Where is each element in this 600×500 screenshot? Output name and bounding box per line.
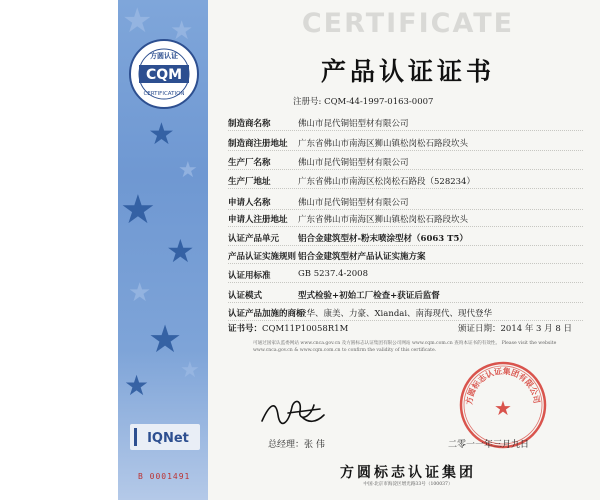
star-icon: ★ [128,278,152,308]
field-divider [228,130,583,131]
star-icon: ★ [178,158,198,183]
logo-ring-bottom: CERTIFICATION [143,91,185,97]
issuer-address: 中国·北京市海淀区增光路33号（100037） [363,482,453,487]
field-value: 铝合金建筑型材-粉末喷涂型材（6063 T5） [298,234,468,244]
decorative-star-band [118,0,208,500]
field-value: 佛山市昆代铜铝型材有限公司 [298,119,409,129]
cqm-logo-icon [128,38,200,110]
star-icon: ★ [180,358,200,383]
cert-no-value: CQM11P10058R1M [262,324,349,334]
field-divider [228,209,583,210]
field-label: 认证用标准 [228,271,271,281]
iqnet-text: IQNet [147,431,189,446]
certificate-watermark: CERTIFICATE [301,8,515,39]
field-divider [228,188,583,189]
star-icon: ★ [120,187,156,233]
field-divider [228,169,583,170]
star-icon: ★ [166,232,195,270]
field-divider [228,245,583,246]
certificate-sheet [118,0,600,500]
signature-icon [258,395,328,429]
field-value: 佛山市昆代铜铝型材有限公司 [298,158,409,168]
iqnet-logo-icon [130,424,200,450]
field-label: 生产厂名称 [228,158,271,168]
field-value: GB 5237.4-2008 [298,269,368,279]
issuer-name: 方圆标志认证集团 [340,465,476,481]
field-label: 认证产品单元 [228,234,280,244]
seal-text: 方圆标志认证集团有限公司 [464,366,542,406]
grant-date: 二零一一年三月九日 [448,440,530,450]
field-divider [228,282,583,283]
field-value: 型式检验+初始工厂检查+获证后监督 [298,291,440,301]
field-value: 广东省佛山市南海区狮山镇松岗松石路段坎头 [298,139,469,149]
field-divider [228,226,583,227]
registration-number: 注册号: CQM-44-1997-0163-0007 [293,97,434,107]
field-divider [228,302,583,303]
serial-number: B 0001491 [138,472,191,481]
star-icon: ★ [122,1,153,41]
issue-date: 颁证日期：2014 年 3 月 8 日 [458,324,572,334]
validity-note: 可通过国家认监委网站 www.cnca.gov.cn 及方圆标志认证集团有限公司网站 www.cqm.com.cn 查询本证书的有效性。 Please visit the website www.cnca.gov.cn & www.cqm.com.cn to confirm the validity of this certificate. [253,341,557,353]
page-title: 产品认证证书 [320,57,495,86]
field-value: 佛山市昆代铜铝型材有限公司 [298,198,409,208]
field-divider [228,263,583,264]
field-value: 登华、康美、力豪、Xiandai、南海现代、现代登华 [298,309,493,319]
field-label: 申请人注册地址 [228,215,288,225]
star-icon: ★ [170,16,194,46]
star-icon: ★ [148,117,175,152]
field-divider [228,320,583,321]
field-label: 认证产品加施的商标 [228,309,305,319]
field-divider [228,150,583,151]
field-label: 制造商名称 [228,119,271,129]
cert-no-label: 证书号： [228,324,263,334]
logo-text: CQM [145,67,183,83]
field-label: 认证模式 [228,291,263,301]
star-icon: ★ [124,369,150,402]
field-value: 广东省佛山市南海区松岗松石路段（528234） [298,177,475,187]
field-value: 铝合金建筑型材产品认证实施方案 [298,252,426,262]
certificate-number [228,322,348,334]
field-label: 产品认证实施规则 [228,252,297,262]
star-icon: ★ [148,317,183,361]
svg-text:★: ★ [494,396,512,420]
field-label: 制造商注册地址 [228,139,288,149]
logo-ring-top: 方圆认证 [150,52,178,60]
president-signature-line: 总经理：张 伟 [268,440,325,450]
field-label: 申请人名称 [228,198,271,208]
field-label: 生产厂地址 [228,177,271,187]
field-value: 广东省佛山市南海区狮山镇松岗松石路段坎头 [298,215,469,225]
